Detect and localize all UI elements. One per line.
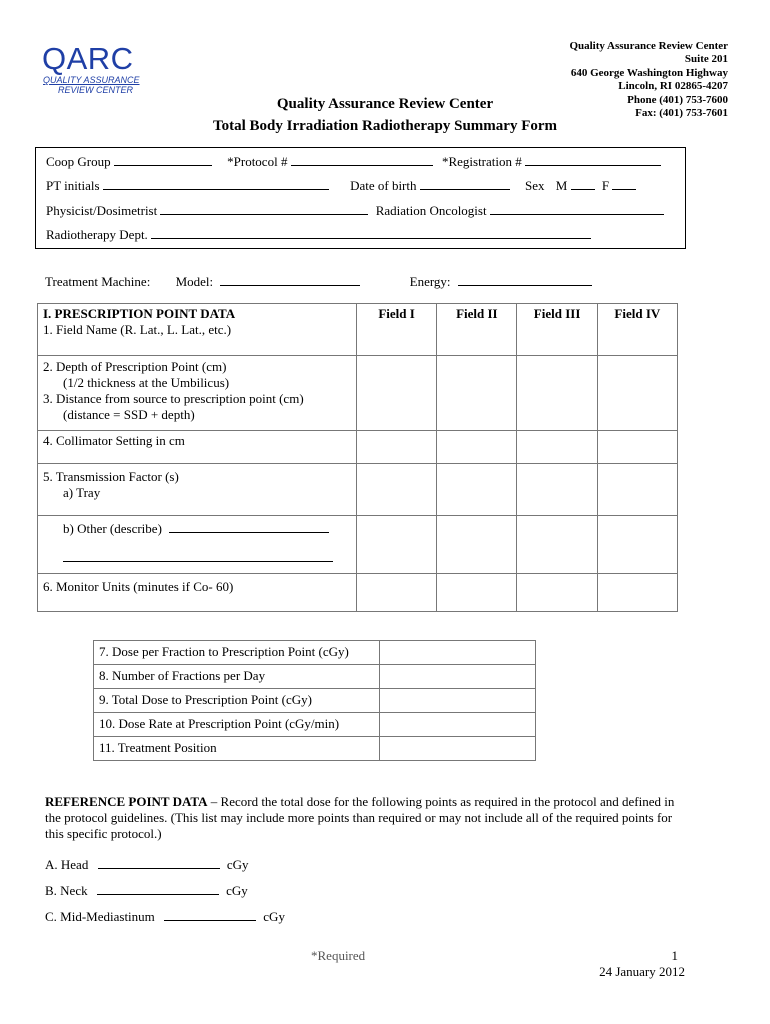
treatment-machine-label: Treatment Machine: [45,274,151,289]
field-1-header: Field I [356,304,436,356]
address-line: Quality Assurance Review Center [569,40,728,52]
prescription-header-cell [38,304,357,356]
address-line: Fax: (401) 753-7601 [635,107,728,120]
row-collimator-cell [38,431,357,464]
data-cell[interactable] [437,431,517,464]
other-describe-field-1[interactable] [169,520,329,533]
data-cell[interactable] [517,516,597,574]
field-3-header: Field III [517,304,597,356]
reference-heading: REFERENCE POINT DATA [45,794,208,809]
row-monitor-units: 6. Monitor Units (minutes if Co- 60) [43,579,234,594]
data-cell[interactable] [597,516,677,574]
coop-group-label: Coop Group [46,154,111,169]
registration-label: *Registration # [441,154,522,169]
logo-subtitle-1: QUALITY ASSURANCE [43,75,140,85]
form-title: Total Body Irradiation Radiotherapy Summary Form [212,118,558,134]
data-cell[interactable] [356,464,436,516]
data-cell[interactable] [597,464,677,516]
page-number: 1 [671,948,678,963]
energy-field[interactable] [458,273,592,286]
dose-rate-label: 10. Dose Rate at Prescription Point (cGy/min) [94,713,380,737]
logo-subtitle-2: REVIEW CENTER [58,85,134,95]
energy-label: Energy: [409,274,451,289]
data-cell[interactable] [597,431,677,464]
reference-point-paragraph [45,794,685,842]
data-cell[interactable] [597,356,677,431]
row-distance-note: (distance = SSD + depth) [63,407,195,422]
pt-initials-field[interactable] [103,177,329,190]
row-collimator: 4. Collimator Setting in cm [43,433,185,448]
protocol-label: *Protocol # [227,154,288,169]
dept-label: Radiotherapy Dept. [46,227,148,242]
fractions-per-day-label: 8. Number of Fractions per Day [94,665,380,689]
physicist-field[interactable] [160,202,368,215]
prescription-header: I. PRESCRIPTION POINT DATA [43,306,236,321]
address-line: Phone (401) 753-7600 [627,93,728,106]
row-tray: a) Tray [63,485,101,500]
data-cell[interactable] [517,356,597,431]
prescription-table [37,303,678,612]
registration-field[interactable] [525,153,661,166]
row-transmission: 5. Transmission Factor (s) [43,469,179,484]
total-dose-label: 9. Total Dose to Prescription Point (cGy) [94,689,380,713]
treatment-position-label: 11. Treatment Position [94,737,380,761]
model-label: Model: [175,274,214,289]
rows-2-3-cell [38,356,357,431]
sex-m-label: M [555,178,568,193]
reference-text: – Record the total dose for the following points as required in the protocol and defined in the protocol guidelines. (This list may include more points than required or may not include all of the required points for this specific protocol.) [45,794,675,841]
dose-per-fraction-label: 7. Dose per Fraction to Prescription Point (cGy) [94,641,380,665]
data-cell[interactable] [356,574,436,612]
point-neck-field[interactable] [97,882,219,895]
point-mediastinum-label: C. Mid-Mediastinum [45,909,155,924]
address-line: Lincoln, RI 02865-4207 [618,80,728,93]
data-cell[interactable] [517,431,597,464]
row-monitor-cell [38,574,357,612]
data-cell[interactable] [356,356,436,431]
protocol-field[interactable] [291,153,433,166]
data-cell[interactable] [437,356,517,431]
row-depth-note: (1/2 thickness at the Umbilicus) [63,375,230,390]
point-row-neck [45,882,248,899]
oncologist-label: Radiation Oncologist [375,203,487,218]
point-mediastinum-field[interactable] [164,908,256,921]
dose-per-fraction-value[interactable] [380,641,536,665]
data-cell[interactable] [597,574,677,612]
form-org-title: Quality Assurance Review Center [276,96,494,112]
point-row-head [45,856,249,873]
field-4-header: Field IV [597,304,677,356]
coop-group-field[interactable] [114,153,212,166]
address-line: 640 George Washington Highway [570,66,728,79]
sex-label: Sex [525,178,545,193]
row-depth: 2. Depth of Prescription Point (cm) [43,359,227,374]
data-cell[interactable] [356,516,436,574]
patient-info-box [35,147,686,249]
dose-rate-value[interactable] [380,713,536,737]
point-row-mediastinum [45,908,285,925]
treatment-machine-row [45,273,592,290]
dob-field[interactable] [420,177,510,190]
dob-label: Date of birth [350,178,417,193]
treatment-position-value[interactable] [380,737,536,761]
row-distance: 3. Distance from source to prescription point (cm) [43,391,304,406]
data-cell[interactable] [437,516,517,574]
dept-field[interactable] [151,226,591,239]
data-cell[interactable] [437,464,517,516]
sex-m-field[interactable] [571,177,595,190]
point-neck-label: B. Neck [45,883,88,898]
row-field-name: 1. Field Name (R. Lat., L. Lat., etc.) [43,322,232,337]
model-field[interactable] [220,273,360,286]
total-dose-value[interactable] [380,689,536,713]
sex-f-label: F [601,178,610,193]
point-mediastinum-unit: cGy [263,909,285,924]
data-cell[interactable] [517,574,597,612]
data-cell[interactable] [517,464,597,516]
point-head-field[interactable] [98,856,220,869]
row-other: b) Other (describe) [63,521,162,536]
qarc-logo: QARC [42,41,134,76]
dose-table [93,640,536,761]
physicist-label: Physicist/Dosimetrist [46,203,158,218]
row-transmission-cell [38,464,357,516]
fractions-per-day-value[interactable] [380,665,536,689]
pt-initials-label: PT initials [46,178,100,193]
required-note: *Required [311,948,366,963]
point-head-unit: cGy [226,857,249,872]
oncologist-field[interactable] [490,202,664,215]
footer-date: 24 January 2012 [599,964,685,979]
row-other-cell [38,516,357,574]
field-2-header: Field II [437,304,517,356]
data-cell[interactable] [437,574,517,612]
address-line: Suite 201 [684,53,728,66]
point-head-label: A. Head [45,857,89,872]
sex-f-field[interactable] [612,177,636,190]
other-describe-field-2[interactable] [63,549,333,562]
point-neck-unit: cGy [226,883,248,898]
data-cell[interactable] [356,431,436,464]
